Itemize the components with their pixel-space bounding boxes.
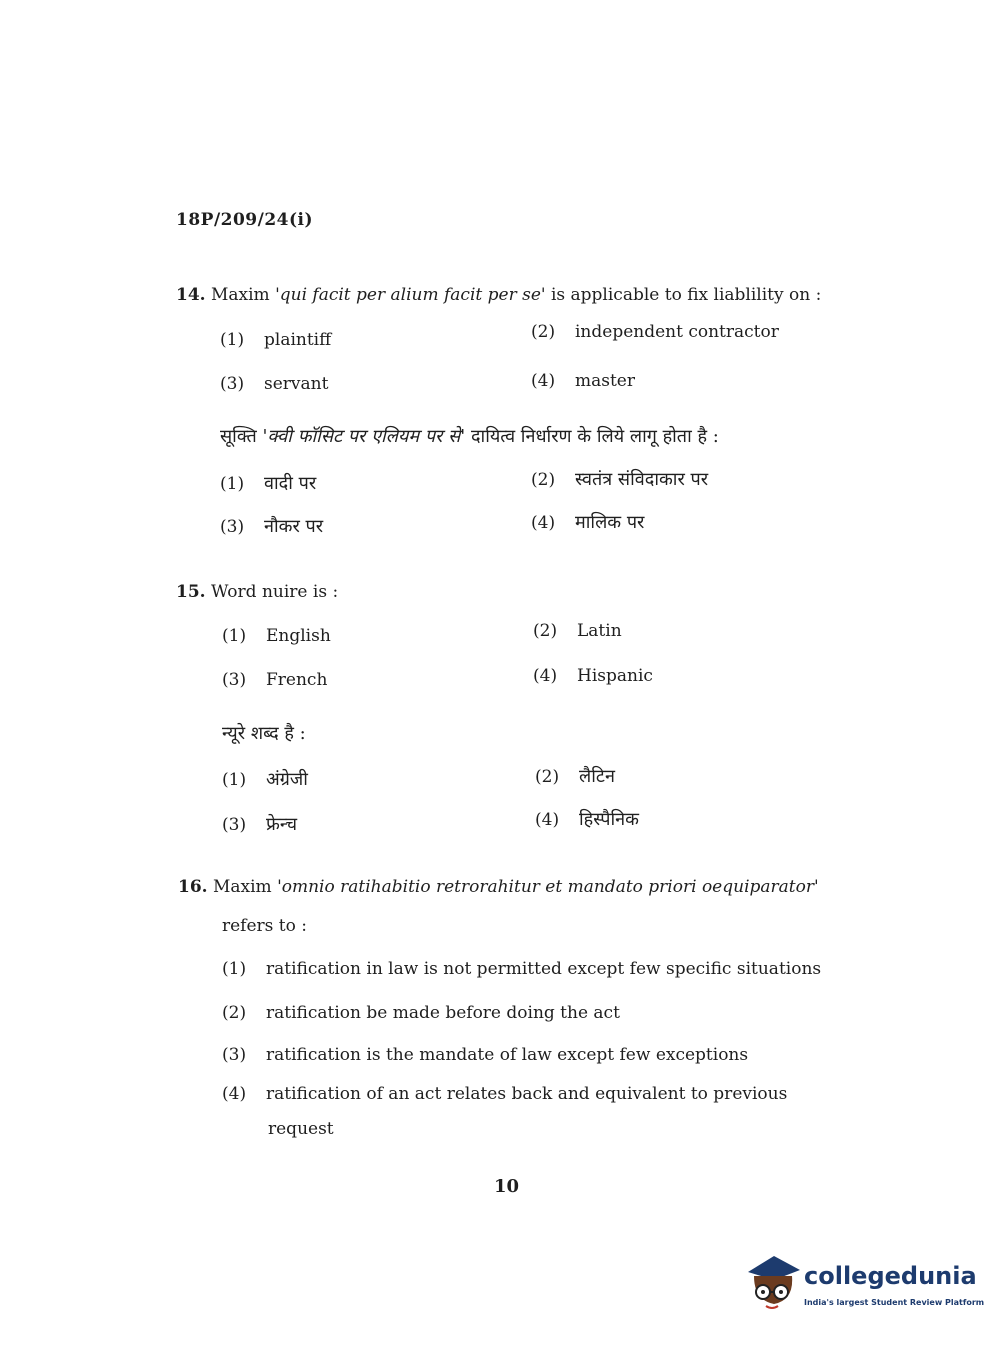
question-15-stem-hi: न्यूरे शब्द है : [222, 723, 306, 744]
option-3-hi [222, 812, 297, 836]
question-14-stem-en [176, 285, 821, 305]
option-2 [533, 621, 622, 641]
stem-text: is applicable to fix liablility on : [545, 285, 822, 305]
option-text: फ्रेन्च [266, 814, 298, 835]
option-label: (4) [531, 371, 556, 391]
option-label: (1) [222, 770, 247, 790]
page-number: 10 [494, 1176, 520, 1197]
stem-text: Word nuire is : [210, 582, 339, 602]
collegedunia-logo [744, 1250, 985, 1320]
option-text: servant [264, 374, 329, 394]
question-14-stem-hi [220, 424, 719, 448]
option-text: master [575, 371, 635, 391]
mascot-icon [744, 1250, 802, 1316]
option-3-hi [220, 514, 323, 538]
option-text: ratification be made before doing the act [266, 1003, 620, 1023]
option-text: independent contractor [575, 322, 779, 342]
question-16-stem-line2: refers to : [222, 916, 307, 936]
option-text: plaintiff [264, 330, 332, 350]
option-label: (4) [533, 666, 558, 686]
option-text: ratification in law is not permitted except few specific situations [266, 959, 822, 979]
option-1 [220, 330, 331, 350]
option-3 [220, 374, 328, 394]
option-text: वादी पर [264, 473, 317, 494]
option-text: हिस्पैनिक [579, 809, 639, 830]
option-label: (3) [222, 1045, 247, 1065]
option-text: नौकर पर [264, 516, 324, 537]
question-15-stem-en [176, 582, 338, 602]
question-16-stem-en [178, 877, 819, 897]
option-label: (3) [222, 815, 247, 835]
option-4-hi [535, 807, 639, 831]
option-text: Hispanic [577, 666, 653, 686]
option-label: (1) [220, 330, 245, 350]
option-1-hi [222, 767, 308, 791]
option-label: (2) [533, 621, 558, 641]
option-4 [533, 666, 653, 686]
option-3 [222, 1045, 748, 1065]
maxim-text: 'qui facit per alium facit per se' [275, 285, 546, 305]
option-1 [222, 626, 331, 646]
option-2-hi [535, 764, 615, 788]
option-label: (3) [222, 670, 247, 690]
option-label: (3) [220, 374, 245, 394]
option-text: ratification of an act relates back and equivalent to previous [266, 1084, 788, 1104]
option-label: (2) [531, 322, 556, 342]
option-label: (4) [531, 513, 556, 533]
option-label: (1) [222, 626, 247, 646]
option-label: (1) [220, 474, 245, 494]
option-text: French [266, 670, 328, 690]
option-2 [531, 322, 779, 342]
option-text: ratification is the mandate of law except few exceptions [266, 1045, 749, 1065]
option-label: (4) [222, 1084, 247, 1104]
option-4-continuation: request [268, 1119, 334, 1139]
option-label: (2) [535, 767, 560, 787]
option-label: (2) [531, 470, 556, 490]
maxim-text: 'omnio ratihabitio retrorahitur et mandato priori oequiparator' [277, 877, 819, 897]
option-1-hi [220, 471, 316, 495]
option-4 [222, 1084, 787, 1104]
stem-text: Maxim [212, 877, 278, 897]
brand-tagline: India's largest Student Review Platform [804, 1298, 985, 1307]
option-text: English [266, 626, 331, 646]
option-text: अंग्रेजी [266, 769, 308, 790]
question-number: 14. [176, 285, 206, 305]
stem-text: Maxim [210, 285, 276, 305]
stem-text: सूक्ति [220, 426, 263, 447]
option-label: (4) [535, 810, 560, 830]
option-label: (2) [222, 1003, 247, 1023]
question-number: 15. [176, 582, 206, 602]
option-2 [222, 1003, 620, 1023]
option-3 [222, 670, 327, 690]
option-text: स्वतंत्र संविदाकार पर [575, 469, 709, 490]
maxim-text: 'क्वी फॉसिट पर एलियम पर से' [262, 426, 466, 447]
stem-text: दायित्व निर्धारण के लिये लागू होता है : [465, 426, 719, 447]
option-text: Latin [577, 621, 622, 641]
paper-code: 18P/209/24(i) [176, 210, 314, 230]
option-2-hi [531, 467, 708, 491]
option-1 [222, 959, 821, 979]
option-label: (1) [222, 959, 247, 979]
question-number: 16. [178, 877, 208, 897]
option-label: (3) [220, 517, 245, 537]
brand-name: collegedunia [804, 1262, 977, 1290]
option-4-hi [531, 510, 644, 534]
option-text: मालिक पर [575, 512, 645, 533]
option-4 [531, 371, 635, 391]
option-text: लैटिन [579, 766, 615, 787]
